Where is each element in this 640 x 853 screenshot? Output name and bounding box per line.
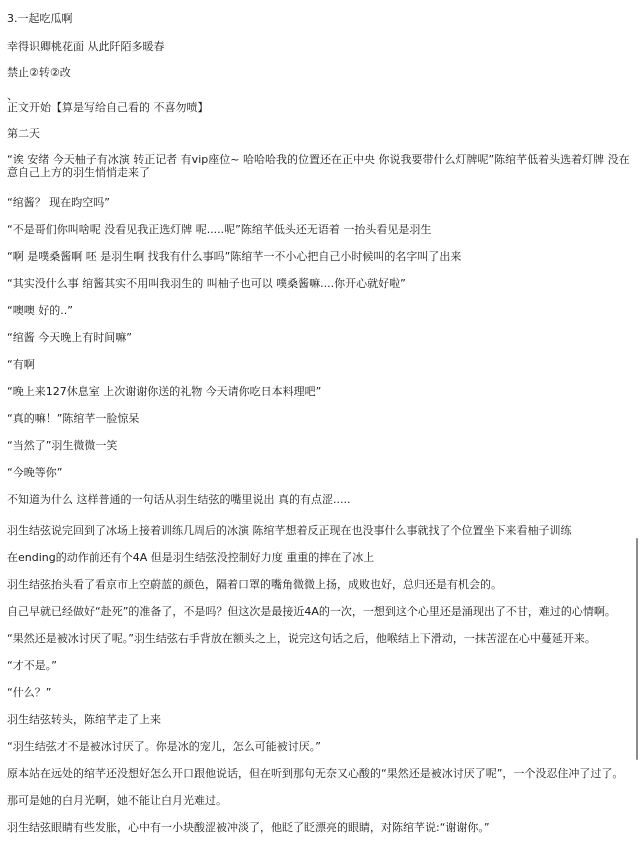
text-line: 正文开始【算是写给自己看的 不喜勿喷】 [7,101,209,114]
notice-line: 禁止②转②改 [7,66,71,79]
paragraph: “当然了”羽生微微一笑 [7,439,118,452]
paragraph: “诶 安绪 今天柚子有冰演 转正记者 有vip座位~ 哈哈哈我的位置还在正中央 你说我要带什么灯牌呢”陈绾芊低着头选着灯牌 没在意自己上方的羽生悄悄走来了 [7,153,630,179]
paragraph: “才不是。” [7,659,57,672]
paragraph: 羽生结弦抬头看了看京市上空蔚蓝的颜色，隔着口罩的嘴角微微上扬，成败也好，总归还是有机会的。 [7,578,502,591]
scrollbar-thumb[interactable] [636,538,638,760]
paragraph: 自己早就已经做好“赴死”的准备了，不是吗？但这次是最接近4A的一次，一想到这个心里还是涌现出了不甘，难过的心情啊。 [7,605,616,618]
section-heading: 第二天 [7,127,40,140]
paragraph: “今晚等你” [7,466,63,479]
paragraph: “果然还是被冰讨厌了呢。”羽生结弦右手背放在额头之上，说完这句话之后，他喉结上下滑动，一抹苦涩在心中蔓延开来。 [7,632,596,645]
paragraph: “噢噢 好的..” [7,304,73,317]
paragraph: “绾酱 今天晚上有时间嘛” [7,331,132,344]
paragraph: “其实没什么事 绾酱其实不用叫我羽生的 叫柚子也可以 噗桑酱嘛....你开心就好啦” [7,277,406,290]
paragraph: “什么？” [7,686,52,699]
text-line: 幸得识卿桃花面 从此阡陌多暖春 [7,40,165,53]
paragraph: 羽生结弦说完回到了冰场上接着训练几周后的冰演 陈绾芊想着反正现在也没事什么事就找了个位置坐下来看柚子训练 [7,524,572,537]
paragraph: “不是哥们你叫啥呢 没看见我正选灯牌 呢.....呢”陈绾芊低头还无语着 一抬头看见是羽生 [7,223,432,236]
paragraph: 在ending的动作前还有个4A 但是羽生结弦没控制好力度 重重的摔在了冰上 [7,551,375,564]
paragraph: 那可是她的白月光啊，她不能让白月光难过。 [7,794,227,807]
text-line: 、 [7,89,18,102]
paragraph: “真的嘛！”陈绾芊一脸惊呆 [7,412,140,425]
paragraph: “啊 是噗桑酱啊 呸 是羽生啊 找我有什么事吗”陈绾芊一不小心把自己小时候叫的名字叫了出来 [7,250,462,263]
chapter-title: 3.一起吃瓜啊 [7,12,73,25]
paragraph: 羽生结弦眼睛有些发胀，心中有一小块酸涩被冲淡了，他眨了眨漂亮的眼睛，对陈绾芊说:“谢谢你。” [7,821,490,834]
paragraph: 原本站在远处的绾芊还没想好怎么开口跟他说话，但在听到那句无奈又心酸的“果然还是被冰讨厌了呢”，一个没忍住冲了过了。 [7,767,624,780]
paragraph: “羽生结弦才不是被冰讨厌了。你是冰的宠儿，怎么可能被讨厌。” [7,740,321,753]
paragraph: 羽生结弦转头，陈绾芊走了上来 [7,713,161,726]
paragraph: “晚上来127休息室 上次谢谢你送的礼物 今天请你吃日本料理吧” [7,385,322,398]
paragraph: 不知道为什么 这样普通的一句话从羽生结弦的嘴里说出 真的有点涩..... [7,493,351,506]
paragraph: “有啊 [7,358,35,371]
paragraph: “绾酱？ 现在昀空吗” [7,196,110,209]
